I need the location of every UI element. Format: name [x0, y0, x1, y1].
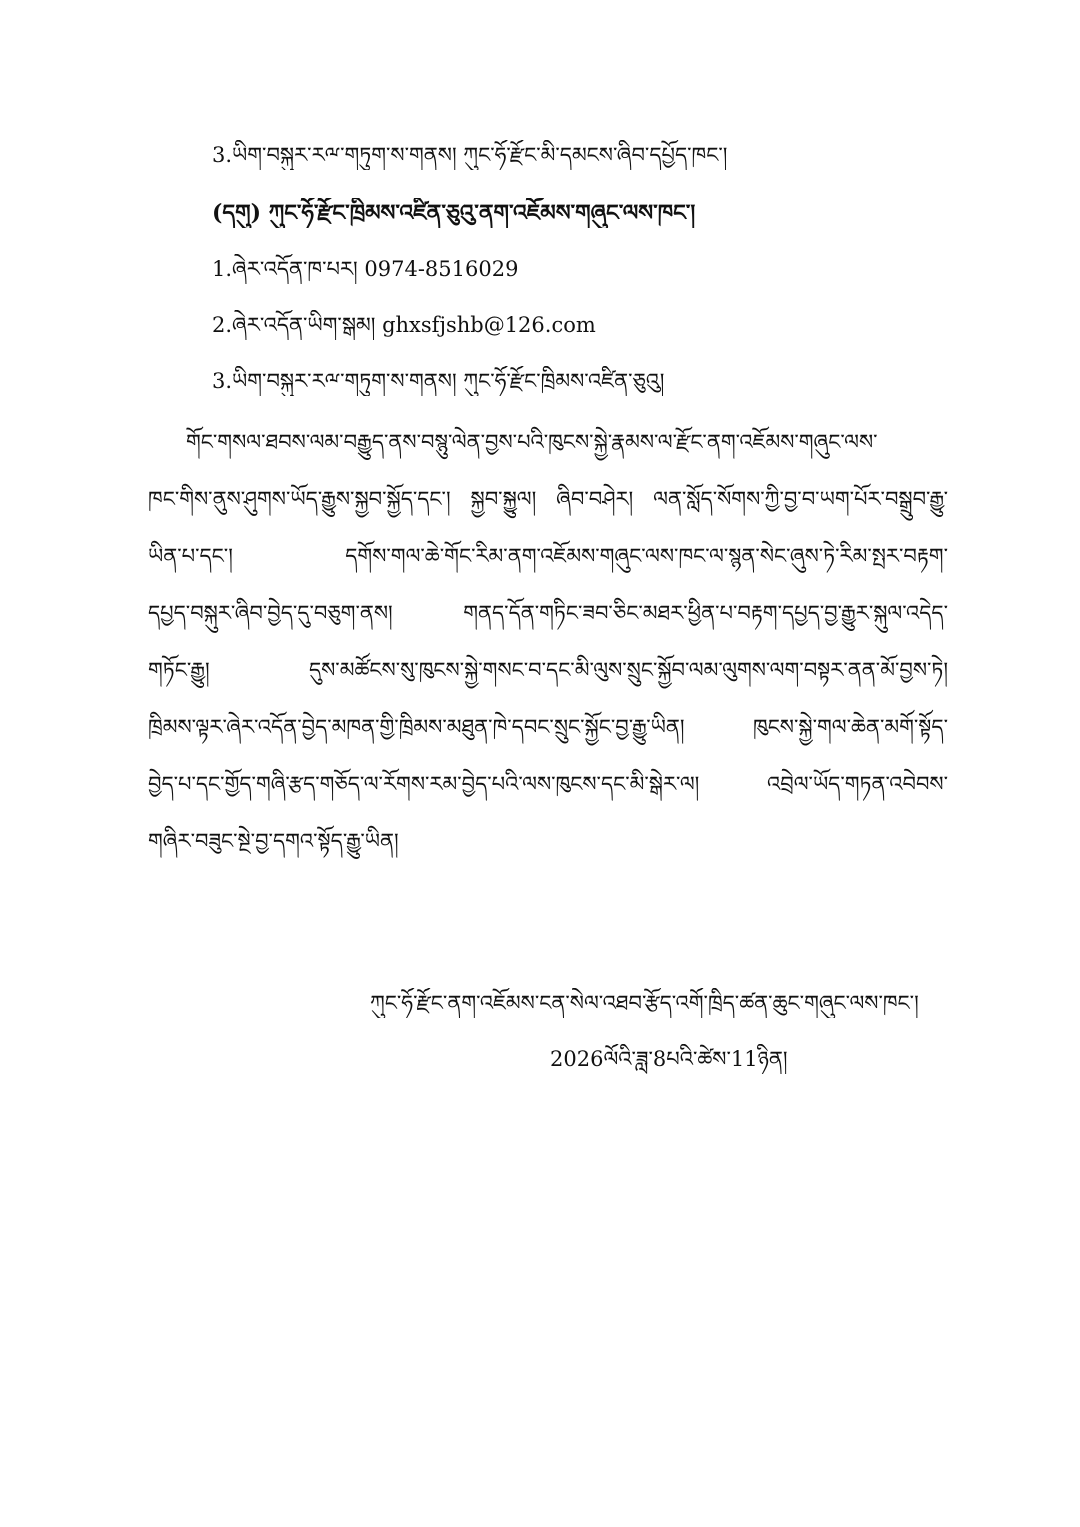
body-paragraph — [148, 422, 948, 878]
paragraph-line: ཁང་གིས་ནུས་ཤུགས་ཡོད་རྒྱུས་སྐྱབ་སྐྱོད་དང་། སྐྱབ་སྐྱུལ། ཞིབ་བཤེར། ལན་སློད་སོགས་ཀྱི་བྱ་བ་ཡག་པོར་བསྒྲུབ་རྒྱུ་ — [148, 487, 948, 511]
phone-line: 1.ཞེར་འདོན་ཁ་པར། 0974-8516029 — [212, 257, 519, 281]
email-line: 2.ཞེར་འདོན་ཡིག་སྒམ། ghxsfjshb@126.com — [212, 313, 596, 337]
paragraph-line: གཞིར་བཟུང་སྔེ་བྱ་དགའ་སྟོད་རྒྱུ་ཡིན། — [148, 829, 399, 853]
paragraph-line: བྱེད་པ་དང་གྱོད་གཞི་རྩད་གཅོད་ལ་རོགས་རམ་བྱེད་པའི་ལས་ཁུངས་དང་མི་སྒེར་ལ། འབྲེལ་ཡོད་གཏན་འབེབས་ — [148, 772, 948, 796]
paragraph-line: ཁྲིམས་ལྟར་ཞེར་འདོན་བྱེད་མཁན་གྱི་ཁྲིམས་མཐུན་ཁེ་དབང་སྲུང་སྐྱོང་བྱ་རྒྱུ་ཡིན། ཁུངས་སྐྱེ་གལ་ཆེན་མགོ་སྟོད་ — [148, 715, 948, 739]
signature-line: ཀུང་ཧོ་རྫོང་ནག་འཇོམས་ངན་སེལ་འཐབ་རྩོད་འགོ་ཁྲིད་ཚན་ཆུང་གཞུང་ལས་ཁང་། — [370, 991, 919, 1015]
section-heading: (དགུ) ཀུང་ཧོ་རྫོང་ཁྲིམས་འཛིན་ཅུའུ་ནག་འཇོམས་གཞུང་ལས་ཁང་། — [212, 200, 696, 226]
address-line-1: 3.ཡིག་བསྐུར་ཪྋ་གཏུག་ས་གནས། ཀུང་ཧོ་རྫོང་མི་དམངས་ཞིབ་དཔྱོད་ཁང་། — [212, 143, 728, 167]
paragraph-line: ཡིན་པ་དང་། དགོས་གལ་ཆེ་གོང་རིམ་ནག་འཇོམས་གཞུང་ལས་ཁང་ལ་སྙན་སེང་ཞུས་ཏེ་རིམ་སྤར་བརྟག་ — [148, 544, 948, 568]
paragraph-line: དཔྱད་བསྐུར་ཞིབ་བྱེད་དུ་བཅུག་ནས། གནད་དོན་གཏིང་ཟབ་ཅིང་མཐར་ཕྱིན་པ་བརྟག་དཔྱད་བྱ་རྒྱུར་སྐུལ་འདེད་ — [148, 601, 948, 625]
paragraph-line: གོང་གསལ་ཐབས་ལམ་བརྒྱུད་ནས་བསྙུ་ལེན་བྱས་པའི་ཁུངས་སྐྱེ་རྣམས་ལ་རྫོང་ནག་འཇོམས་གཞུང་ལས་ — [186, 430, 878, 454]
paragraph-line: གཏོང་རྒྱུ། དུས་མཚོངས་སུ་ཁུངས་སྐྱེ་གསང་བ་དང་མི་ལུས་སྲུང་སྐྱོབ་ལམ་ལུགས་ལག་བསྟར་ནན་མོ་བྱས་ཏེ། — [148, 658, 948, 682]
date-line: 2026ལོའི་ཟླ་8པའི་ཚེས་11ཉིན། — [550, 1047, 788, 1071]
address-line-2: 3.ཡིག་བསྐུར་ཪྋ་གཏུག་ས་གནས། ཀུང་ཧོ་རྫོང་ཁྲིམས་འཛིན་ཅུའུ། — [212, 369, 665, 393]
